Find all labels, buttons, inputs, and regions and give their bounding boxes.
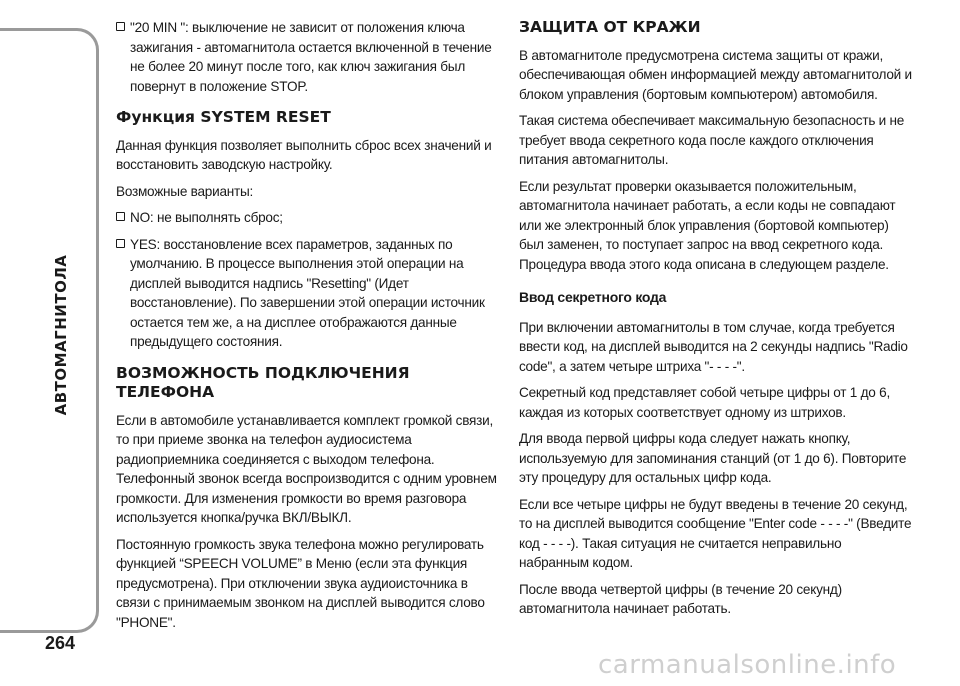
paragraph: Возможные варианты: <box>116 183 254 199</box>
left-column <box>116 18 499 639</box>
subheading-secret-code: Ввод секретного кода <box>519 289 667 305</box>
checkbox-bullet-icon <box>116 212 125 221</box>
bullet-text: "20 MIN ": выключение не зависит от положения ключа зажигания - автомагнитола остается включенной в течение не более 20 минут после того, как ключ зажигания был повернут в положение STOP. <box>130 20 492 94</box>
list-item <box>116 208 499 228</box>
checkbox-bullet-icon <box>116 239 125 248</box>
paragraph: Постоянную громкость звука телефона можно регулировать функцией “SPEECH VOLUME” в Меню (если эта функция предусмотрена). При отключении звука аудиоисточника в связи с принимаемым звонком на дисплей выводится слово "PHONE". <box>116 536 485 630</box>
bullet-text: YES: восстановление всех параметров, заданных по умолчанию. В процессе выполнения этой операции на дисплей выводится надпись "Resetting" (Идет восстановление). По завершении этой операции источник остается тем же, а на дисплее отображаются данные предыдущего состояния. <box>130 236 485 349</box>
paragraph: Если результат проверки оказывается положительным, автомагнитола начинает работать, а если коды не совпадают или же электронный блок управления (бортовой компьютер) был заменен, то поступает запрос на ввод секретного кода. Процедура ввода этого кода описана в следующем разделе. <box>519 178 896 272</box>
paragraph: После ввода четвертой цифры (в течение 20 секунд) автомагнитола начинает работать. <box>519 581 842 616</box>
paragraph: При включении автомагнитолы в том случае, когда требуется ввести код, на дисплей выводится на 2 секунды надпись "Radio code", а затем четыре штриха "- - - -". <box>519 319 908 374</box>
paragraph: Если в автомобиле устанавливается комплект громкой связи, то при приеме звонка на телефон аудиосистема радиоприемника соединяется с выходом телефона. Телефонный звонок всегда воспроизводится с одним уровнем громкости. Для изменения громкости во время разговора используется кнопка/ручка ВКЛ/ВЫКЛ. <box>116 412 497 525</box>
paragraph: Данная функция позволяет выполнить сброс всех значений и восстановить заводскую настройку. <box>116 137 492 172</box>
chapter-label: АВТОМАГНИТОЛА <box>52 254 70 416</box>
list-item <box>116 235 499 352</box>
bullet-text: NO: не выполнять сброс; <box>130 210 283 225</box>
section-heading-anti-theft: ЗАЩИТА ОТ КРАЖИ <box>519 18 701 36</box>
paragraph: Если все четыре цифры не будут введены в течение 20 секунд, то на дисплей выводится сообщение "Enter code - - - -" (Введите код - - - -). Такая ситуация не считается неправильно набранным кодом. <box>519 496 912 570</box>
section-heading-system-reset: Функция SYSTEM RESET <box>116 108 331 126</box>
list-item <box>116 18 499 96</box>
paragraph: Такая система обеспечивает максимальную безопасность и не требует ввода секретного кода после каждого отключения питания автомагнитолы. <box>519 113 905 167</box>
paragraph: Секретный код представляет собой четыре цифры от 1 до 6, каждая из которых соответствует одному из штрихов. <box>519 385 890 420</box>
chapter-tab <box>0 28 99 633</box>
section-heading-phone: ВОЗМОЖНОСТЬ ПОДКЛЮЧЕНИЯ ТЕЛЕФОНА <box>116 363 410 401</box>
page-number: 264 <box>44 633 76 653</box>
paragraph: В автомагнитоле предусмотрена система защиты от кражи, обеспечивающая обмен информацией между автомагнитолой и блоком управления (бортовым компьютером) автомобиля. <box>519 47 912 102</box>
right-column <box>519 18 914 626</box>
checkbox-bullet-icon <box>116 22 125 31</box>
paragraph: Для ввода первой цифры кода следует нажать кнопку, используемую для запоминания станций (от 1 до 6). Повторите эту процедуру для остальных цифр кода. <box>519 431 907 485</box>
watermark-text: carmanualsonline.info <box>598 650 897 680</box>
